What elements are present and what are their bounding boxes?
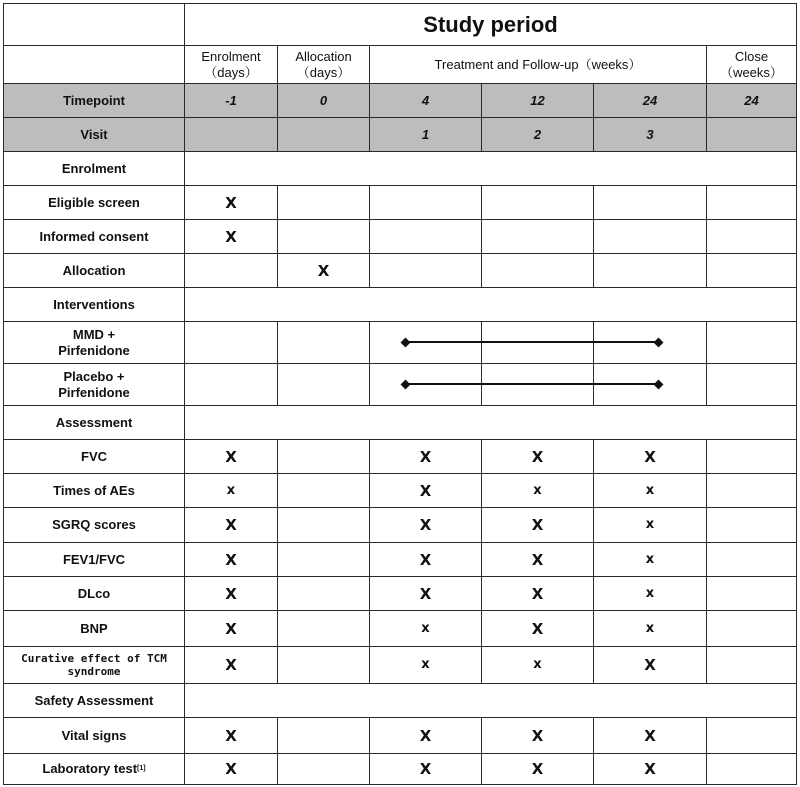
schedule-cell (277, 753, 370, 785)
schedule-cell (277, 507, 370, 543)
row-label-cell (3, 610, 185, 647)
row-label: Interventions (53, 296, 135, 312)
allocation-header-cell (277, 45, 370, 84)
row-label-cell (3, 576, 185, 611)
schedule-cell (369, 185, 482, 220)
study-schedule-table (3, 3, 796, 784)
visit-value: 3 (646, 126, 654, 142)
schedule-mark: X (225, 516, 237, 534)
visit-cell (481, 117, 594, 152)
row-label: FEV1/FVC (62, 551, 126, 567)
schedule-cell (277, 439, 370, 474)
visit-label: Visit (80, 126, 108, 142)
intervention-duration-line (405, 341, 658, 343)
schedule-mark: X (419, 516, 432, 534)
schedule-mark: x (421, 657, 430, 672)
visit-value: 2 (533, 126, 542, 142)
schedule-cell (369, 253, 482, 288)
schedule-mark: X (531, 447, 544, 466)
row-label-cell (3, 363, 185, 406)
schedule-mark: x (645, 585, 655, 601)
study-period-title-cell (184, 3, 797, 46)
visit-cell (184, 117, 278, 152)
schedule-cell (369, 507, 482, 543)
schedule-mark: X (419, 726, 432, 745)
schedule-cell (184, 473, 278, 508)
section-span-cell (184, 405, 797, 440)
timepoint-cell (481, 83, 594, 118)
schedule-cell (481, 473, 594, 508)
schedule-cell (593, 253, 707, 288)
schedule-cell (593, 219, 707, 254)
schedule-cell (277, 253, 370, 288)
row-label: Informed consent (39, 228, 149, 244)
schedule-cell (706, 253, 797, 288)
visit-cell (706, 117, 797, 152)
schedule-mark: x (645, 551, 655, 567)
row-label-cell (3, 219, 185, 254)
row-label-cell (3, 185, 185, 220)
schedule-cell (593, 717, 707, 754)
schedule-cell (706, 219, 797, 254)
schedule-mark: X (644, 726, 656, 745)
schedule-cell (593, 439, 707, 474)
schedule-cell (706, 753, 797, 785)
schedule-cell (481, 717, 594, 754)
row-label-cell (3, 753, 185, 785)
schedule-cell (593, 542, 707, 577)
schedule-cell (277, 576, 370, 611)
schedule-mark: x (645, 620, 655, 636)
schedule-cell (706, 473, 797, 508)
schedule-cell (593, 473, 707, 508)
schedule-cell (184, 363, 278, 406)
enrolment-days-header: Enrolment （days） (201, 48, 261, 80)
header-empty-cell (3, 45, 185, 84)
row-label-cell (3, 683, 185, 718)
schedule-cell (277, 321, 370, 364)
row-label: SGRQ scores (52, 517, 136, 532)
visit-cell (369, 117, 482, 152)
schedule-cell (277, 363, 370, 406)
timepoint-value: -1 (225, 92, 237, 108)
visit-value: 1 (421, 126, 430, 142)
schedule-cell (481, 507, 594, 543)
schedule-cell (184, 219, 278, 254)
schedule-mark: X (419, 760, 432, 778)
allocation-days-header: Allocation （days） (295, 48, 352, 80)
schedule-cell (184, 753, 278, 785)
schedule-cell (706, 717, 797, 754)
schedule-cell (706, 542, 797, 577)
treatment-follow-up-header: Treatment and Follow-up（weeks） (434, 56, 642, 72)
schedule-cell (706, 610, 797, 647)
schedule-mark: X (225, 656, 237, 674)
schedule-cell (481, 439, 594, 474)
schedule-cell (277, 646, 370, 684)
schedule-cell (184, 610, 278, 647)
schedule-cell (481, 753, 594, 785)
schedule-mark: X (225, 726, 237, 745)
schedule-mark: X (644, 656, 656, 674)
row-label-cell (3, 439, 185, 474)
schedule-cell (706, 507, 797, 543)
schedule-cell (481, 610, 594, 647)
schedule-mark: X (644, 760, 656, 778)
top-left-empty-cell (3, 3, 185, 46)
schedule-cell (277, 185, 370, 220)
schedule-mark: X (225, 760, 237, 778)
schedule-cell (593, 507, 707, 543)
row-label: Assessment (55, 414, 133, 430)
schedule-cell (184, 321, 278, 364)
schedule-cell (184, 507, 278, 543)
timepoint-value: 4 (421, 92, 430, 108)
enrolment-header-cell (184, 45, 278, 84)
timepoint-value: 12 (530, 92, 545, 108)
schedule-cell (706, 363, 797, 406)
schedule-mark: X (225, 193, 237, 212)
schedule-mark: X (225, 619, 237, 638)
intervention-duration-line (405, 383, 658, 385)
schedule-mark: X (317, 261, 330, 280)
schedule-cell (369, 439, 482, 474)
schedule-cell (184, 717, 278, 754)
schedule-cell (593, 185, 707, 220)
schedule-cell (369, 646, 482, 684)
schedule-cell (593, 576, 707, 611)
schedule-mark: x (226, 482, 236, 498)
schedule-cell (706, 576, 797, 611)
schedule-mark: x (421, 620, 430, 636)
row-label-cell (3, 321, 185, 364)
schedule-cell (184, 646, 278, 684)
schedule-mark: X (419, 550, 432, 569)
schedule-mark: X (531, 726, 544, 745)
schedule-cell (481, 185, 594, 220)
row-label-cell (3, 473, 185, 508)
row-label: Eligible screen (48, 194, 140, 210)
schedule-mark: X (644, 447, 656, 466)
schedule-cell (369, 473, 482, 508)
section-span-cell (184, 287, 797, 322)
schedule-cell (277, 717, 370, 754)
row-label: Curative effect of TCM syndrome (21, 652, 167, 678)
schedule-mark: X (531, 516, 544, 534)
schedule-cell (706, 646, 797, 684)
schedule-cell (369, 219, 482, 254)
row-label-cell (3, 253, 185, 288)
timepoint-cell (369, 83, 482, 118)
visit-cell (277, 117, 370, 152)
schedule-cell (481, 542, 594, 577)
row-label-cell (3, 151, 185, 186)
row-label-cell (3, 405, 185, 440)
row-label-cell (3, 287, 185, 322)
schedule-mark: X (419, 481, 432, 500)
row-label: Times of AEs (53, 482, 135, 498)
schedule-mark: X (225, 584, 237, 603)
schedule-mark: x (645, 517, 655, 532)
row-label: FVC (81, 448, 107, 464)
row-label: Laboratory test (42, 761, 138, 776)
schedule-cell (481, 646, 594, 684)
schedule-cell (277, 610, 370, 647)
schedule-mark: X (225, 447, 237, 466)
schedule-cell (277, 473, 370, 508)
timepoint-cell (277, 83, 370, 118)
schedule-mark: X (225, 550, 237, 569)
schedule-mark: x (533, 657, 542, 672)
row-label: BNP (80, 620, 108, 636)
visit-label-cell (3, 117, 185, 152)
timepoint-cell (593, 83, 707, 118)
schedule-cell (184, 253, 278, 288)
schedule-cell (593, 753, 707, 785)
row-label: Placebo + Pirfenidone (58, 368, 130, 400)
schedule-cell (593, 610, 707, 647)
schedule-mark: X (531, 760, 544, 778)
timepoint-label: Timepoint (63, 92, 125, 108)
timepoint-value: 24 (642, 92, 658, 108)
row-label: Allocation (62, 262, 126, 278)
schedule-cell (369, 717, 482, 754)
row-label: Vital signs (61, 727, 127, 743)
schedule-cell (706, 185, 797, 220)
close-header-cell (706, 45, 797, 84)
schedule-mark: X (531, 550, 544, 569)
schedule-cell (184, 576, 278, 611)
schedule-cell (706, 321, 797, 364)
row-label-cell (3, 646, 185, 684)
schedule-cell (481, 576, 594, 611)
row-label: MMD + Pirfenidone (58, 326, 130, 358)
schedule-cell (277, 219, 370, 254)
timepoint-value: 24 (744, 92, 759, 108)
schedule-mark: X (531, 584, 544, 603)
schedule-mark: X (419, 447, 432, 466)
close-weeks-header: Close （weeks） (720, 48, 783, 80)
footnote-reference: [1] (137, 765, 146, 772)
schedule-mark: x (533, 482, 542, 498)
row-label: Safety Assessment (34, 692, 154, 708)
schedule-mark: X (531, 619, 544, 638)
timepoint-value: 0 (319, 92, 328, 108)
schedule-mark: X (419, 584, 432, 603)
section-span-cell (184, 151, 797, 186)
schedule-cell (369, 576, 482, 611)
schedule-mark: X (225, 227, 237, 246)
schedule-cell (184, 542, 278, 577)
timepoint-label-cell (3, 83, 185, 118)
schedule-cell (481, 219, 594, 254)
schedule-cell (369, 542, 482, 577)
treatment-header-cell (369, 45, 707, 84)
schedule-cell (369, 753, 482, 785)
visit-cell (593, 117, 707, 152)
schedule-mark: x (645, 482, 655, 498)
timepoint-cell (706, 83, 797, 118)
schedule-cell (277, 542, 370, 577)
row-label: Enrolment (61, 160, 127, 176)
schedule-cell (184, 185, 278, 220)
schedule-cell (481, 253, 594, 288)
schedule-cell (369, 610, 482, 647)
schedule-cell (706, 439, 797, 474)
timepoint-cell (184, 83, 278, 118)
row-label-cell (3, 507, 185, 543)
schedule-cell (184, 439, 278, 474)
section-span-cell (184, 683, 797, 718)
study-period-title: Study period (423, 11, 558, 37)
schedule-cell (593, 646, 707, 684)
row-label-cell (3, 542, 185, 577)
row-label-cell (3, 717, 185, 754)
row-label: DLco (77, 585, 111, 601)
